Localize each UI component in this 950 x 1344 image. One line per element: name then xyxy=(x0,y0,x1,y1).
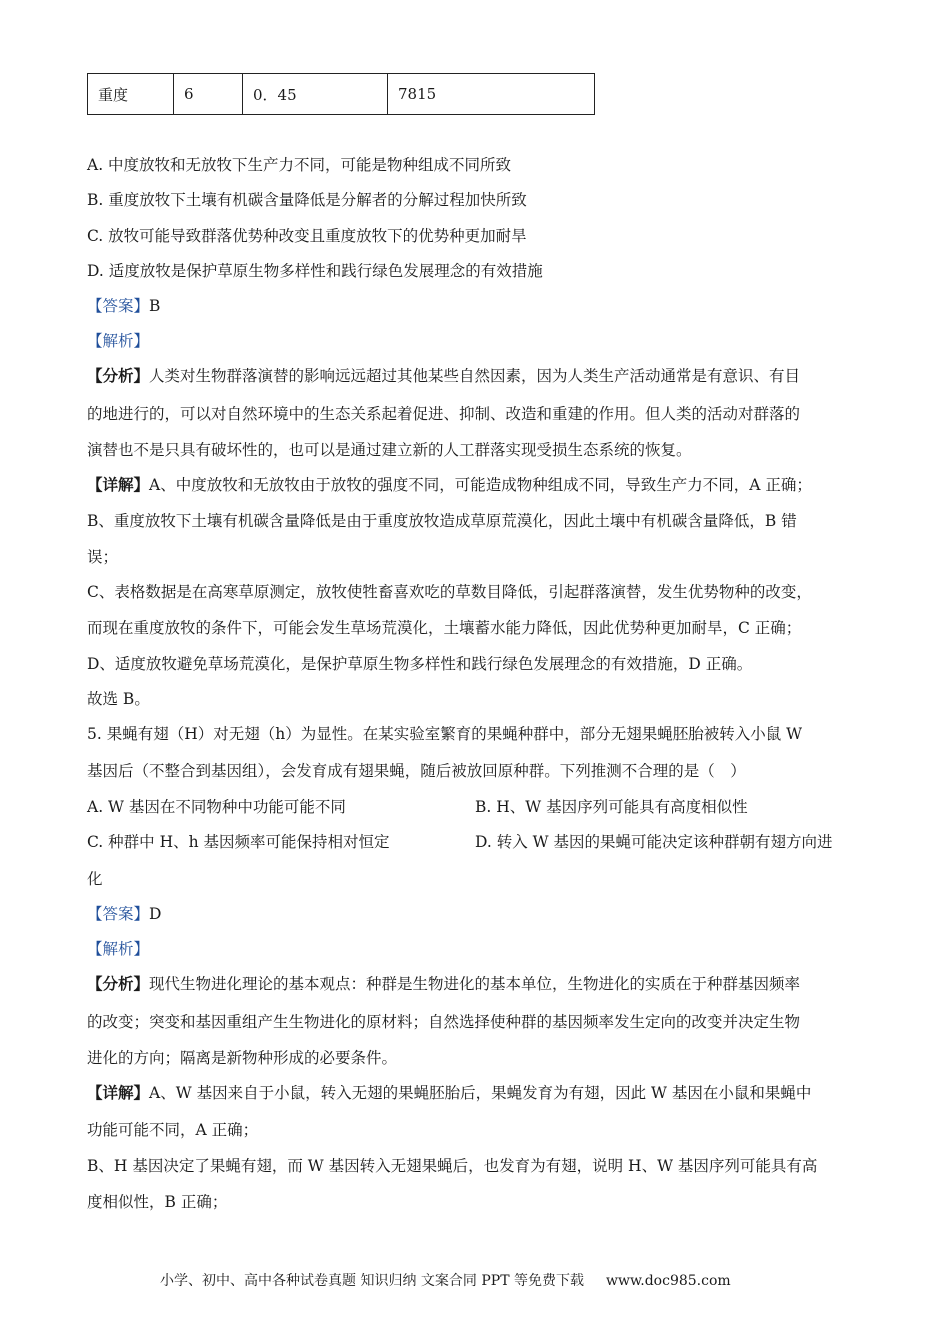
page-footer xyxy=(160,1270,731,1290)
xiangjie-text: A、W 基因来自于小鼠，转入无翅的果蝇胚胎后，果蝇发育为有翅，因此 W 基因在小鼠和果蝇中 xyxy=(149,1084,812,1102)
xiangjie-line: 误； xyxy=(87,548,119,566)
q5-fenxi-line xyxy=(87,974,800,994)
xiangjie-tag: 【详解】 xyxy=(87,1083,150,1102)
table-cell: 0．45 xyxy=(243,74,388,115)
footer-link[interactable]: www.doc985.com xyxy=(605,1273,731,1289)
fenxi-text: 人类对生物群落演替的影响远远超过其他某些自然因素，因为人类生产活动通常是有意识、有目 xyxy=(149,367,801,385)
xiangjie-line xyxy=(87,475,812,495)
table-cell: 重度 xyxy=(88,74,174,115)
q5-answer-line xyxy=(87,904,161,924)
fenxi-line: 演替也不是只具有破坏性的，也可以是通过建立新的人工群落实现受损生态系统的恢复。 xyxy=(87,441,692,459)
conclusion-line: 故选 B。 xyxy=(87,690,150,708)
option-c: C. 放牧可能导致群落优势种改变且重度放牧下的优势种更加耐旱 xyxy=(87,227,527,245)
q5-analysis-heading xyxy=(87,939,149,959)
answer-tag: 【答案】 xyxy=(87,905,150,923)
q5-option-d-cont: 化 xyxy=(87,870,103,888)
xiangjie-line: C、表格数据是在高寒草原测定，放牧使牲畜喜欢吃的草数目降低，引起群落演替，发生优势物种的改变， xyxy=(87,583,812,601)
q5-fenxi-line: 的改变；突变和基因重组产生生物进化的原材料；自然选择使种群的基因频率发生定向的改变并决定生物 xyxy=(87,1013,801,1031)
table-row xyxy=(88,74,595,115)
question-5-stem: 基因后（不整合到基因组），会发育成有翅果蝇，随后被放回原种群。下列推测不合理的是（ ） xyxy=(87,762,746,780)
answer-tag: 【答案】 xyxy=(87,297,150,315)
option-d: D. 适度放牧是保护草原生物多样性和践行绿色发展理念的有效措施 xyxy=(87,262,543,280)
fenxi-tag: 【分析】 xyxy=(87,366,150,385)
answer-line xyxy=(87,296,160,316)
q5-option-d: D. 转入 W 基因的果蝇可能决定该种群朝有翅方向进 xyxy=(475,833,833,851)
fenxi-line: 的地进行的，可以对自然环境中的生态关系起着促进、抑制、改造和重建的作用。但人类的活动对群落的 xyxy=(87,405,801,423)
fenxi-text: 现代生物进化理论的基本观点：种群是生物进化的基本单位，生物进化的实质在于种群基因频率 xyxy=(149,975,801,993)
xiangjie-tag: 【详解】 xyxy=(87,475,150,494)
fenxi-tag: 【分析】 xyxy=(87,974,150,993)
table-cell: 7815 xyxy=(388,74,595,115)
q5-fenxi-line: 进化的方向；隔离是新物种形成的必要条件。 xyxy=(87,1049,398,1067)
q5-xiangjie-line: B、H 基因决定了果蝇有翅，而 W 基因转入无翅果蝇后，也发育为有翅，说明 H、W 基因序列可能具有高 xyxy=(87,1157,818,1175)
q5-option-a: A. W 基因在不同物种中功能可能不同 xyxy=(87,798,346,816)
question-5-stem: 5. 果蝇有翅（H）对无翅（h）为显性。在某实验室繁育的果蝇种群中，部分无翅果蝇胚胎被转入小鼠 W xyxy=(87,725,803,743)
xiangjie-line: B、重度放牧下土壤有机碳含量降低是由于重度放牧造成草原荒漠化，因此土壤中有机碳含量降低，B 错 xyxy=(87,512,797,530)
q5-option-c: C. 种群中 H、h 基因频率可能保持相对恒定 xyxy=(87,833,390,851)
table-cell: 6 xyxy=(174,74,243,115)
q5-xiangjie-line xyxy=(87,1083,811,1103)
analysis-heading xyxy=(87,331,149,351)
analysis-tag: 【解析】 xyxy=(87,332,150,350)
option-a: A. 中度放牧和无放牧下生产力不同，可能是物种组成不同所致 xyxy=(87,156,512,174)
xiangjie-line: 而现在重度放牧的条件下，可能会发生草场荒漠化，土壤蓄水能力降低，因此优势种更加耐旱，C 正确； xyxy=(87,619,802,637)
q5-option-b: B. H、W 基因序列可能具有高度相似性 xyxy=(475,798,748,816)
xiangjie-text: A、中度放牧和无放牧由于放牧的强度不同，可能造成物种组成不同，导致生产力不同，A 正确； xyxy=(149,476,812,494)
q5-xiangjie-line: 功能可能不同，A 正确； xyxy=(87,1121,259,1139)
answer-value: D xyxy=(149,905,162,923)
data-table xyxy=(87,73,595,115)
option-b: B. 重度放牧下土壤有机碳含量降低是分解者的分解过程加快所致 xyxy=(87,191,527,209)
q5-xiangjie-line: 度相似性，B 正确； xyxy=(87,1193,228,1211)
answer-value: B xyxy=(149,297,161,315)
analysis-tag: 【解析】 xyxy=(87,940,150,958)
fenxi-line xyxy=(87,366,800,386)
footer-text: 小学、初中、高中各种试卷真题 知识归纳 文案合同 PPT 等免费下载 xyxy=(160,1273,584,1289)
xiangjie-line: D、适度放牧避免草场荒漠化，是保护草原生物多样性和践行绿色发展理念的有效措施，D 正确。 xyxy=(87,655,753,673)
